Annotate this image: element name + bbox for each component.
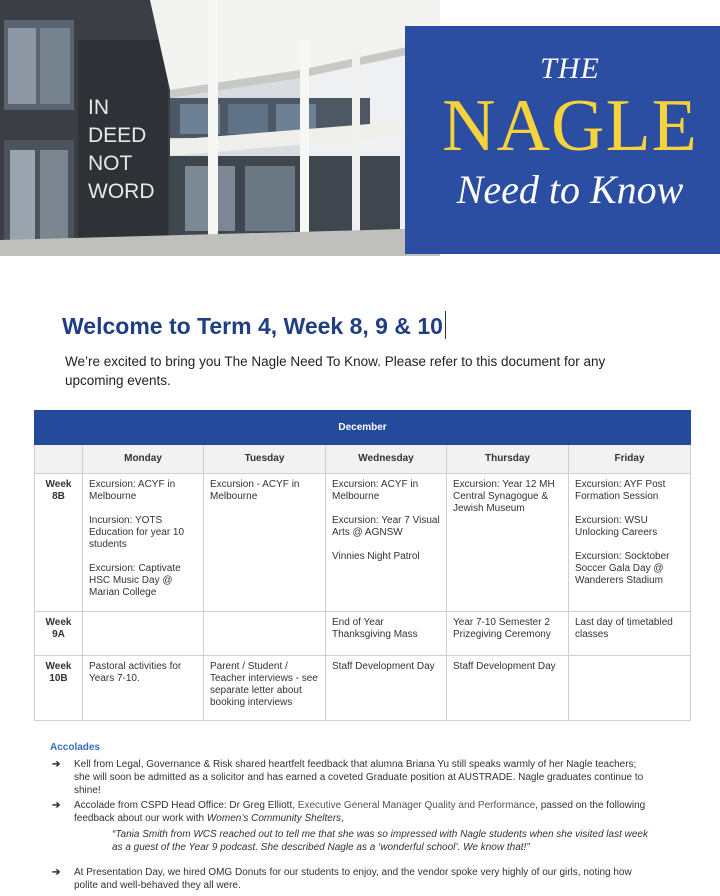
table-cell xyxy=(204,474,326,612)
testimonial-quote: “Tania Smith from WCS reached out to tell me that she was so impressed with Nagle students when she visited last week as a guest of the Year 9 podcast. She described Nagle as a ‘wonderful school’. We know that!” xyxy=(112,829,648,853)
accolade-text: Kell from Legal, Governance & Risk shared heartfelt feedback that alumna Briana Yu still speaks warmly of her Nagle teachers; she will soon be admitted as a solicitor and has earned a coveted Graduate position at AUSTRADE. Nagle graduates continue to shine! xyxy=(74,759,644,796)
day-header-row xyxy=(35,445,691,474)
table-cell xyxy=(204,612,326,656)
day-header: Tuesday xyxy=(204,445,326,474)
week-label-line: Week xyxy=(45,661,72,672)
table-cell xyxy=(447,656,569,721)
banner-the: THE xyxy=(540,52,600,85)
arrow-icon: ➔ xyxy=(52,867,61,878)
motto-line: NOT xyxy=(88,152,133,175)
event-entry: Last day of timetabled classes xyxy=(575,617,673,640)
event-entry: Excursion: Captivate HSC Music Day @ Marian College xyxy=(89,563,181,598)
event-entry: Vinnies Night Patrol xyxy=(332,551,420,562)
day-header: Monday xyxy=(83,445,204,474)
page-title[interactable] xyxy=(62,311,446,340)
week-label xyxy=(35,612,83,656)
week-label xyxy=(35,474,83,612)
event-entry: End of Year Thanksgiving Mass xyxy=(332,617,418,640)
table-row xyxy=(35,656,691,721)
table-cell xyxy=(447,474,569,612)
week-label-line: 9A xyxy=(52,629,65,640)
week-label xyxy=(35,656,83,721)
accolades-list xyxy=(52,758,652,825)
day-header: Wednesday xyxy=(326,445,447,474)
event-entry: Year 7-10 Semester 2 Prizegiving Ceremony xyxy=(453,617,551,640)
event-entry: Excursion: Year 7 Visual Arts @ AGNSW xyxy=(332,515,440,538)
table-row xyxy=(35,612,691,656)
accolade-text: , passed on the following feedback about our work with xyxy=(74,800,646,824)
accolades-heading: Accolades xyxy=(50,742,101,753)
accolade-text: , xyxy=(341,813,344,824)
table-cell xyxy=(569,656,691,721)
week-label-line: Week xyxy=(45,479,72,490)
accolade-role: Executive General Manager Quality and Performance xyxy=(297,800,536,811)
event-entry: Excursion: ACYF in Melbourne xyxy=(89,479,176,502)
header-banner xyxy=(0,0,720,256)
week-header-cell xyxy=(35,445,83,474)
event-entry: Excursion: Socktober Soccer Gala Day @ Wanderers Stadium xyxy=(575,551,670,586)
event-entry: Parent / Student / Teacher interviews - see separate letter about booking interviews xyxy=(210,661,318,708)
table-cell xyxy=(83,656,204,721)
arrow-icon: ➔ xyxy=(52,759,61,770)
intro-paragraph: We’re excited to bring you The Nagle Need To Know. Please refer to this document for any upcoming events. xyxy=(65,354,606,388)
day-header: Thursday xyxy=(447,445,569,474)
event-entry: Pastoral activities for Years 7-10. xyxy=(89,661,182,684)
motto-line: WORD xyxy=(88,180,155,203)
page-title-text: Welcome to Term 4, Week 8, 9 & 10 xyxy=(62,313,443,339)
event-entry: Excursion: AYF Post Formation Session xyxy=(575,479,666,502)
accolade-text: Accolade from CSPD Head Office: Dr Greg Elliott, xyxy=(74,800,298,811)
week-label-line: 10B xyxy=(49,673,68,684)
event-entry: Staff Development Day xyxy=(453,661,556,672)
day-header: Friday xyxy=(569,445,691,474)
table-cell xyxy=(326,612,447,656)
list-item xyxy=(52,758,652,797)
table-cell xyxy=(326,474,447,612)
event-entry: Staff Development Day xyxy=(332,661,435,672)
building-photo xyxy=(0,0,440,256)
list-item xyxy=(52,866,652,892)
table-cell xyxy=(83,474,204,612)
table-cell xyxy=(83,612,204,656)
table-cell xyxy=(447,612,569,656)
event-entry: Excursion: WSU Unlocking Careers xyxy=(575,515,658,538)
event-entry: Excursion: ACYF in Melbourne xyxy=(332,479,419,502)
event-entry: Excursion: Year 12 MH Central Synagogue & Jewish Museum xyxy=(453,479,555,514)
event-entry: Excursion - ACYF in Melbourne xyxy=(210,479,300,502)
accolade-org: Women’s Community Shelters xyxy=(206,813,342,824)
table-cell xyxy=(326,656,447,721)
motto-line: IN DEED xyxy=(88,96,147,147)
month-header-row xyxy=(35,411,691,445)
event-entry: Incursion: YOTS Education for year 10 students xyxy=(89,515,185,550)
week-label-line: Week xyxy=(45,617,72,628)
list-item xyxy=(52,799,652,825)
month-header: December xyxy=(35,411,691,445)
banner-nagle: NAGLE xyxy=(442,85,698,167)
schedule-body xyxy=(35,474,691,721)
table-cell xyxy=(569,612,691,656)
schedule-table xyxy=(34,410,691,721)
week-label-line: 8B xyxy=(52,491,65,502)
arrow-icon: ➔ xyxy=(52,800,61,811)
text-cursor xyxy=(445,311,446,339)
accolade-text: At Presentation Day, we hired OMG Donuts for our students to enjoy, and the vendor spoke very highly of our girls, noting how polite and well-behaved they all were. xyxy=(74,867,632,891)
banner-need-to-know: Need to Know xyxy=(456,167,684,212)
motto-text xyxy=(88,94,168,206)
table-cell xyxy=(204,656,326,721)
table-cell xyxy=(569,474,691,612)
table-row xyxy=(35,474,691,612)
